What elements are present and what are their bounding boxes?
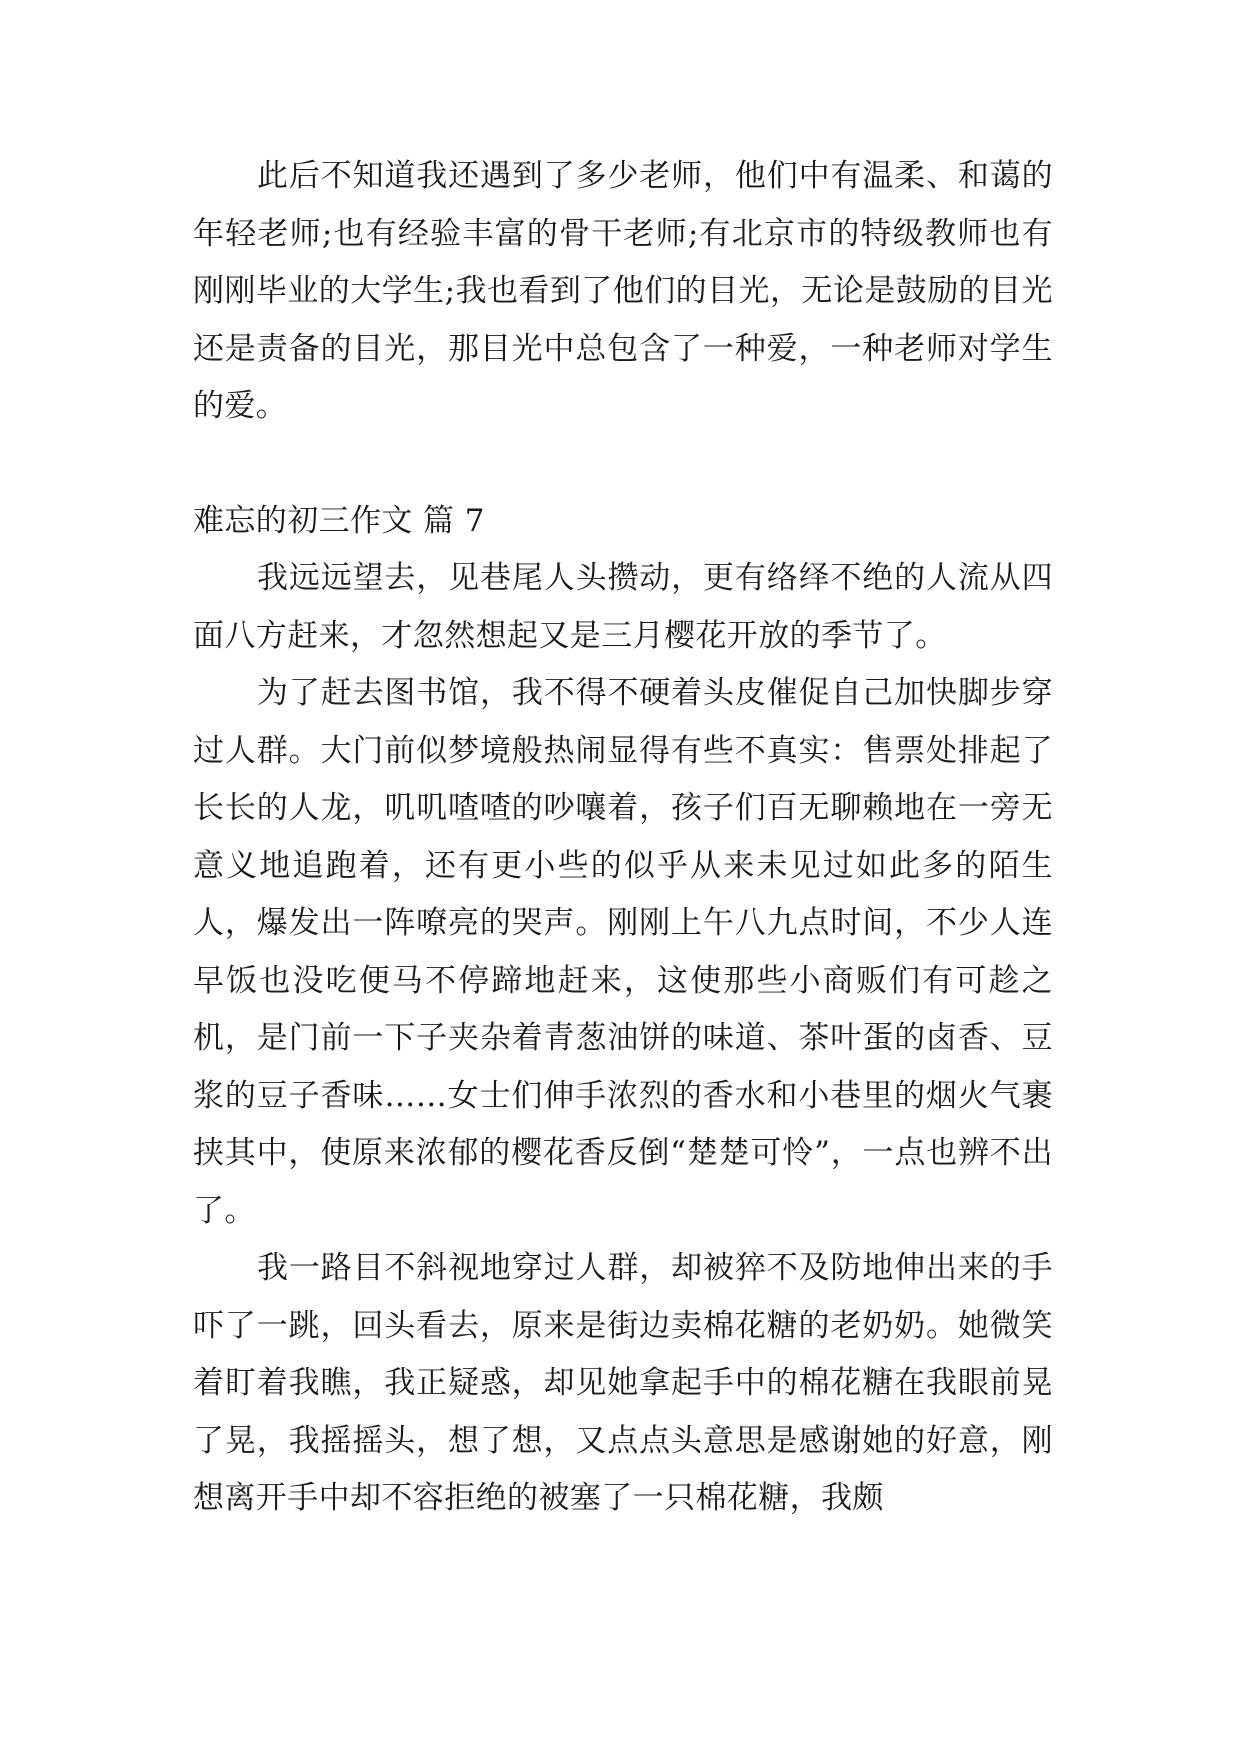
paragraph-crowd-scene: 为了赶去图书馆，我不得不硬着头皮催促自己加快脚步穿过人群。大门前似梦境般热闹显得有些不真实：售票处排起了长长的人龙，叽叽喳喳的吵嚷着，孩子们百无聊赖地在一旁无意义地追跑着，还有更小些的似乎从来未见过如此多的陌生人，爆发出一阵嘹亮的哭声。刚刚上午八九点时间，不少人连早饭也没吃便马不停蹄地赶来，这使那些小商贩们有可趁之机，是门前一下子夹杂着青葱油饼的味道、茶叶蛋的卤香、豆浆的豆子香味……女士们伸手浓烈的香水和小巷里的烟火气裹挟其中，使原来浓郁的樱花香反倒“楚楚可怜”，一点也辨不出了。: [193, 675, 1053, 1229]
section-spacer: [193, 436, 1053, 493]
section-heading: 难忘的初三作文 篇 7: [193, 502, 485, 539]
document-body: [193, 148, 1053, 1528]
paragraph-cotton-candy: 我一路目不斜视地穿过人群，却被猝不及防地伸出来的手吓了一跳，回头看去，原来是街边卖棉花糖的老奶奶。她微笑着盯着我瞧，我正疑惑，却见她拿起手中的棉花糖在我眼前晃了晃，我摇摇头，想了想，又点点头意思是感谢她的好意，刚想离开手中却不容拒绝的被塞了一只棉花糖，我颇: [193, 1250, 1053, 1516]
paragraph-cherry-season: 我远远望去，见巷尾人头攒动，更有络绎不绝的人流从四面八方赶来，才忽然想起又是三月樱花开放的季节了。: [193, 560, 1053, 654]
paragraph-teachers: 此后不知道我还遇到了多少老师，他们中有温柔、和蔼的年轻老师;也有经验丰富的骨干老师;有北京市的特级教师也有刚刚毕业的大学生;我也看到了他们的目光，无论是鼓励的目光还是责备的目光，那目光中总包含了一种爱，一种老师对学生的爱。: [193, 158, 1053, 424]
